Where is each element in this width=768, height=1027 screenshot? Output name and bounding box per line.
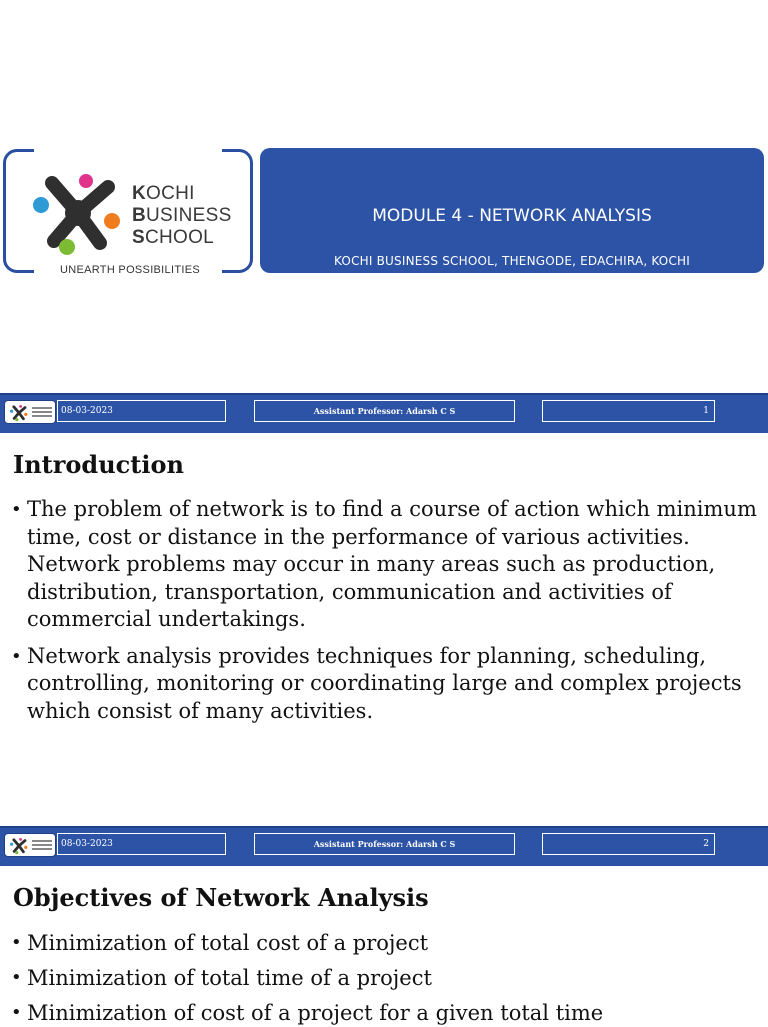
title-banner xyxy=(260,148,764,273)
list-item: • Minimization of total cost of a project xyxy=(11,931,429,955)
school-name-wordmark: KOCHI BUSINESS SCHOOL xyxy=(132,183,232,248)
footer-presenter: Assistant Professor: Adarsh C S xyxy=(254,400,515,422)
mini-logo-icon xyxy=(4,833,56,857)
slide-footer xyxy=(0,826,768,866)
bullet-marker: • xyxy=(11,1002,22,1023)
kbs-logo-icon xyxy=(28,169,128,257)
footer-date: 08-03-2023 xyxy=(57,833,226,855)
bullet-marker: • xyxy=(11,645,22,667)
slide-footer xyxy=(0,393,768,433)
list-item: • Network analysis provides techniques for planning, scheduling, controlling, monitoring or coordinating large and complex projects which consist of many activities. xyxy=(11,643,742,723)
bullet-marker: • xyxy=(11,499,22,520)
footer-page-number: 1 xyxy=(542,400,715,422)
bullet-marker: • xyxy=(11,967,22,988)
bullet-list xyxy=(8,929,758,1027)
slide-heading: Objectives of Network Analysis xyxy=(13,883,429,912)
footer-page-number: 2 xyxy=(542,833,715,855)
slide-heading: Introduction xyxy=(13,450,184,479)
bullet-list xyxy=(8,496,758,725)
list-item: • Minimization of total time of a project xyxy=(11,966,432,990)
footer-date: 08-03-2023 xyxy=(57,400,226,422)
module-title: MODULE 4 - NETWORK ANALYSIS xyxy=(372,206,652,226)
school-tagline: UNEARTH POSSIBILITIES xyxy=(60,264,200,276)
mini-logo-icon xyxy=(4,400,56,424)
bullet-marker: • xyxy=(11,932,22,953)
list-item: • Minimization of cost of a project for a given total time xyxy=(11,1001,604,1025)
school-address: KOCHI BUSINESS SCHOOL, THENGODE, EDACHIRA, KOCHI xyxy=(334,254,690,268)
footer-presenter: Assistant Professor: Adarsh C S xyxy=(254,833,515,855)
school-logo-frame xyxy=(3,149,253,276)
list-item: • The problem of network is to find a course of action which minimum time, cost or distance in the performance of various activities. Network problems may occur in many areas such as production, distribution, transportation, communication and activities of commercial undertakings. xyxy=(11,497,757,631)
